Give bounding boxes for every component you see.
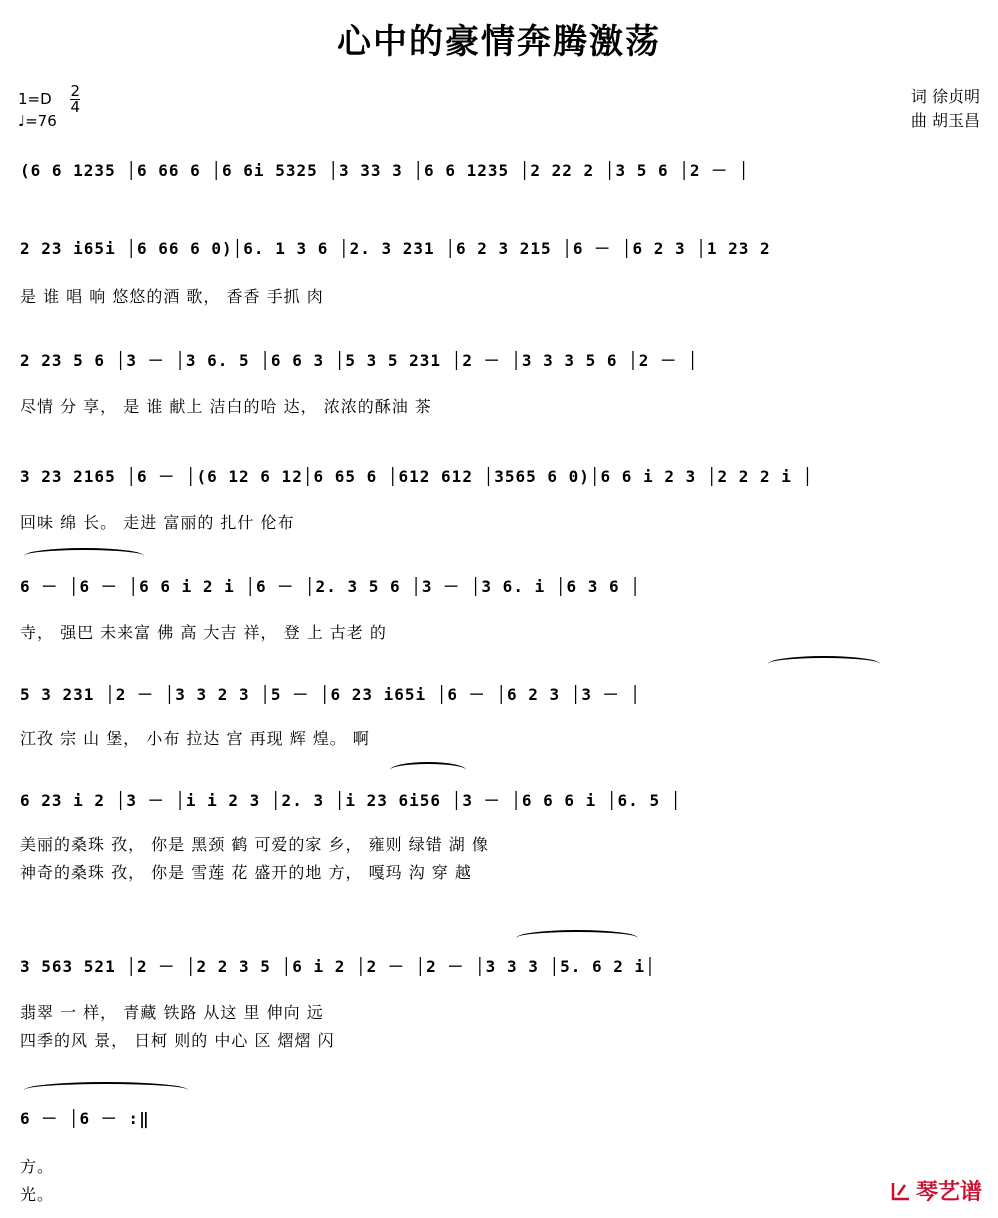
notes: 6 23 i 2 │3 － │i i 2 3 │2. 3 │i 23 6i56 │3 － │6 6 6 i │6. 5 │ [20, 791, 682, 810]
notes: 6 － │6 － :‖ [20, 1109, 150, 1128]
notes: (6 6 1235 │6 66 6 │6 6i 5325 │3 33 3 │6 6 1235 │2 22 2 │3 5 6 │2 － │ [20, 161, 750, 180]
time-sig-bottom: 4 [70, 98, 80, 116]
quarter-note-icon: ♩ [18, 112, 26, 130]
notes: 6 － │6 － │6 6 i 2 i │6 － │2. 3 5 6 │3 － │3 6. i │6 3 6 │ [20, 577, 641, 596]
time-sig-top: 2 [70, 82, 80, 100]
notes: 3 563 521 │2 － │2 2 3 5 │6 i 2 │2 － │2 － │3 3 3 │5. 6 2 i│ [20, 957, 656, 976]
tempo-marking [18, 112, 57, 130]
composer-credit: 曲 胡玉昌 [910, 111, 980, 130]
lyrics-verse-1: 翡翠 一 样， 青藏 铁路 从这 里 伸向 远 [20, 1003, 324, 1022]
logo-text: 琴艺谱 [915, 1180, 982, 1205]
lyrics-verse-1: 美丽的桑珠 孜， 你是 黑颈 鹤 可爱的家 乡， 雍则 绿错 湖 像 [20, 835, 489, 854]
lyrics: 回味 绵 长。 走进 富丽的 扎什 伦布 [20, 513, 295, 532]
slur [768, 656, 880, 672]
lyrics: 寺， 强巴 未来富 佛 高 大吉 祥， 登 上 古老 的 [20, 623, 387, 642]
notes: 3 23 2165 │6 － │(6 12 6 12│6 65 6 │612 612 │3565 6 0)│6 6 i 2 3 │2 2 2 i │ [20, 467, 814, 486]
time-signature [70, 84, 80, 115]
slur [390, 762, 466, 778]
slur [516, 930, 638, 946]
lyricist-credit: 词 徐贞明 [910, 87, 980, 106]
lyrics: 尽情 分 享， 是 谁 献上 洁白的哈 达， 浓浓的酥油 茶 [20, 397, 432, 416]
song-title: 心中的豪情奔腾激荡 [337, 22, 661, 62]
lyrics-verse-2: 光。 [20, 1185, 55, 1204]
key-label: 1=D [18, 90, 52, 108]
music-logo-icon [890, 1180, 912, 1202]
site-logo [890, 1175, 982, 1206]
staff-line-9 [0, 1100, 998, 1210]
lyrics: 是 谁 唱 响 悠悠的酒 歌， 香香 手抓 肉 [20, 287, 324, 306]
lyrics-verse-2: 四季的风 景， 日柯 则的 中心 区 熠熠 闪 [20, 1031, 335, 1050]
staff-line-8 [0, 948, 998, 1098]
slur [24, 548, 144, 564]
tempo-value: =76 [25, 112, 57, 130]
slur [24, 1082, 188, 1098]
notes: 5 3 231 │2 － │3 3 2 3 │5 － │6 23 i65i │6 － │6 2 3 │3 － │ [20, 685, 641, 704]
notes: 2 23 i65i │6 66 6 0)│6. 1 3 6 │2. 3 231 │6 2 3 215 │6 － │6 2 3 │1 23 2 [20, 239, 771, 258]
staff-line-7 [0, 782, 998, 932]
notes: 2 23 5 6 │3 － │3 6. 5 │6 6 3 │5 3 5 231 │2 － │3 3 3 5 6 │2 － │ [20, 351, 699, 370]
lyrics-verse-2: 神奇的桑珠 孜， 你是 雪莲 花 盛开的地 方， 嘎玛 沟 穿 越 [20, 863, 472, 882]
lyrics: 江孜 宗 山 堡， 小布 拉达 宫 再现 辉 煌。 啊 [20, 729, 370, 748]
key-signature [18, 84, 80, 115]
lyrics-verse-1: 方。 [20, 1157, 55, 1176]
